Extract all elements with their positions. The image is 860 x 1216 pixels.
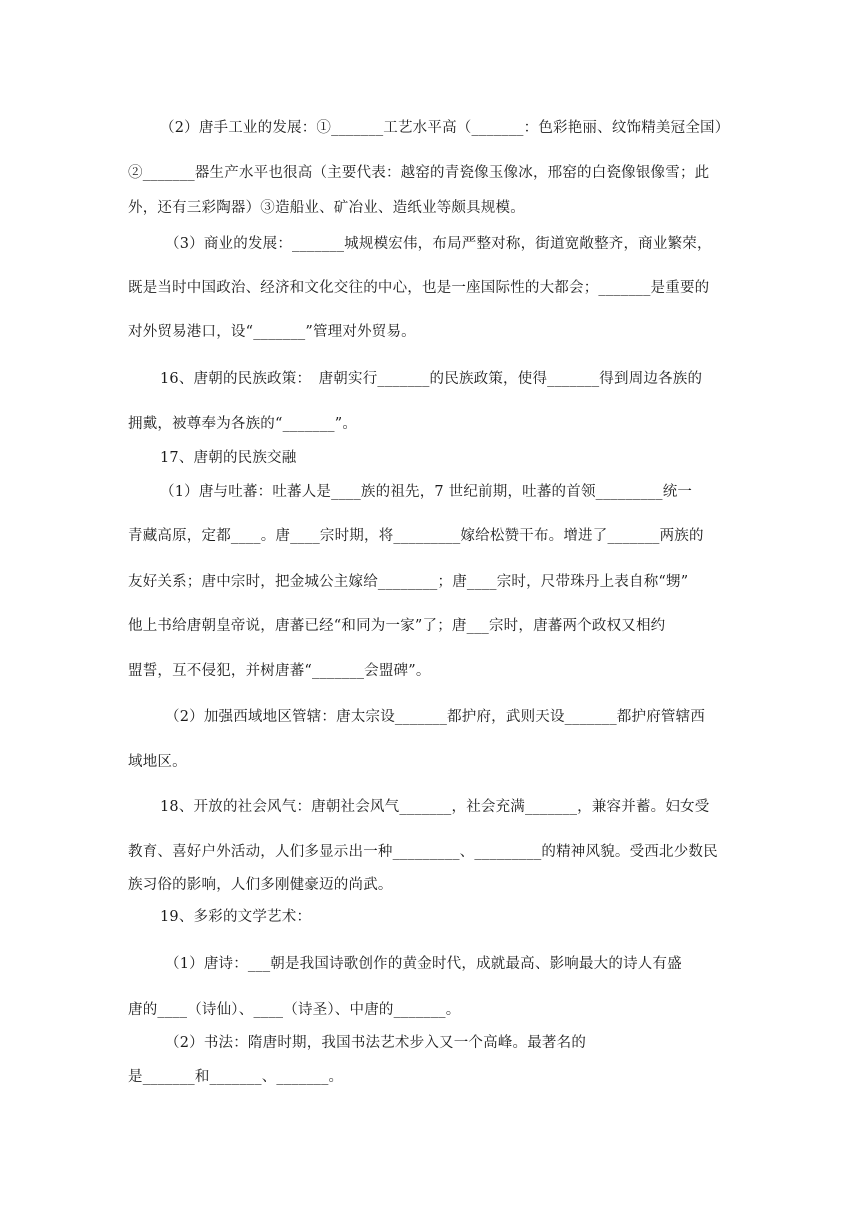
text-line: 友好关系；唐中宗时，把金城公主嫁给________；唐____宗时，尺带珠丹上表自称“甥” xyxy=(128,574,689,590)
text-line: 16、唐朝的民族政策： 唐朝实行_______的民族政策，使得_______得到周边各族的 xyxy=(160,371,703,387)
text-line: 既是当时中国政治、经济和文化交往的中心，也是一座国际性的大都会；_______是重要的 xyxy=(128,280,710,296)
text-line: 他上书给唐朝皇帝说，唐蕃已经“和同为一家”了；唐___宗时，唐蕃两个政权又相约 xyxy=(128,618,666,634)
text-line: 教育、喜好户外活动，人们多显示出一种_________、_________的精神风貌。受西北少数民 xyxy=(128,844,718,860)
text-line: （2）加强西域地区管辖：唐太宗设_______都护府，武则天设_______都护府管辖西 xyxy=(165,709,706,725)
text-line: （2）唐手工业的发展：①_______工艺水平高（_______：色彩艳丽、纹饰精美冠全国） xyxy=(160,120,730,136)
text-line: 17、唐朝的民族交融 xyxy=(160,450,297,466)
text-line: ②_______器生产水平也很高（主要代表：越窑的青瓷像玉像冰，邢窑的白瓷像银像雪；此 xyxy=(128,165,710,181)
text-line: 唐的____（诗仙）、____（诗圣）、中唐的_______。 xyxy=(128,1002,461,1018)
text-line: 19、多彩的文学艺术： xyxy=(160,909,312,925)
text-line: 18、开放的社会风气：唐朝社会风气_______，社会充满_______，兼容并蓄。妇女受 xyxy=(160,799,710,815)
text-line: 对外贸易港口，设“_______”管理对外贸易。 xyxy=(128,324,416,340)
text-line: （1）唐与吐蕃：吐蕃人是____族的祖先，7 世纪前期，吐蕃的首领_________统一 xyxy=(160,484,693,500)
text-line: 域地区。 xyxy=(128,754,187,770)
text-line: （3）商业的发展：_______城规模宏伟，布局严整对称，街道宽敞整齐，商业繁荣， xyxy=(165,236,712,252)
text-line: 外，还有三彩陶器）③造船业、矿冶业、造纸业等颇具规模。 xyxy=(128,200,525,216)
text-line: 是_______和_______、_______。 xyxy=(128,1069,344,1085)
text-line: 拥戴，被尊奉为各族的“_______”。 xyxy=(128,416,358,432)
text-line: （1）唐诗：___朝是我国诗歌创作的黄金时代，成就最高、影响最大的诗人有盛 xyxy=(165,956,682,972)
text-line: 族习俗的影响，人们多刚健豪迈的尚武。 xyxy=(128,877,393,893)
text-line: 盟誓，互不侵犯，并树唐蕃“_______会盟碑”。 xyxy=(128,663,431,679)
text-line: （2）书法：隋唐时期，我国书法艺术步入又一个高峰。最著名的 xyxy=(165,1035,587,1051)
text-line: 青藏高原，定都____。唐____宗时期，将_________嫁给松赞干布。增进了_______两族的 xyxy=(128,528,704,544)
